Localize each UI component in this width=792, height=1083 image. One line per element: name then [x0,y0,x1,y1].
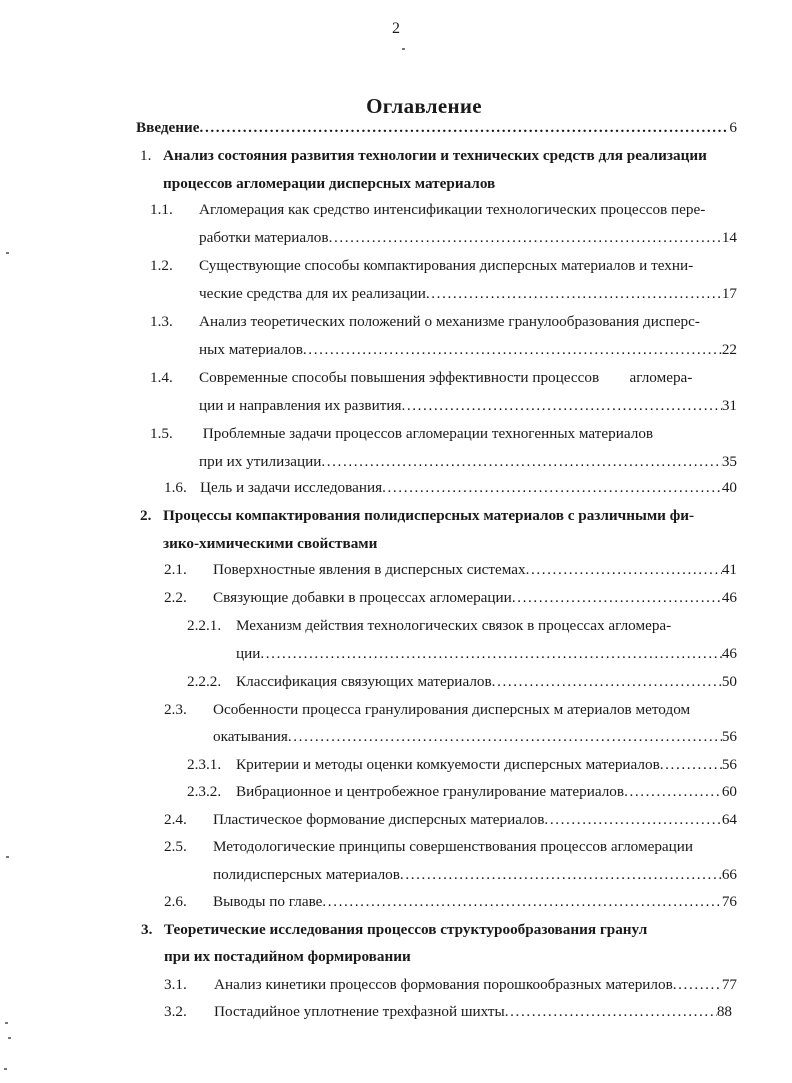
subsection-number: 2.3.1. [187,756,222,773]
toc-entry[interactable]: ных материалов ..... 22 [199,340,737,360]
toc-entry-page: 50 [721,673,737,690]
toc-entry-line[interactable]: Методологические принципы совершенствования процессов агломерации [213,838,694,855]
toc-entry-page: 40 [721,479,737,496]
chapter-title[interactable]: при их постадийном формировании [164,948,411,965]
section-number: 1.2. [150,257,173,274]
toc-entry[interactable]: Постадийное уплотнение трехфазной шихты ..... 88 [214,1002,732,1022]
toc-entry-line[interactable]: Анализ теоретических положений о механизме гранулообразования дисперс- [199,313,700,330]
toc-entry-page: 22 [721,341,737,358]
dot-leader [512,588,722,608]
toc-entry[interactable]: Вибрационное и центробежное гранулирование материалов ..... 60 [236,782,737,802]
stray-mark [4,1068,7,1070]
dot-leader [505,1002,717,1022]
toc-entry-line[interactable]: Современные способы повышения эффективности процессов агломера- [199,369,693,386]
toc-entry[interactable]: Пластическое формование дисперсных материалов ..... 64 [213,810,737,830]
toc-entry[interactable]: ческие средства для их реализации ..... 17 [199,284,737,304]
section-number: 1.1. [150,201,173,218]
section-number: 2.2. [164,589,187,606]
section-number: 3.2. [164,1003,187,1020]
dot-leader [200,118,730,138]
chapter-title[interactable]: Теоретические исследования процессов структурообразования гранул [164,921,648,938]
subsection-number: 2.3.2. [187,783,222,800]
section-number: 1.6. [164,479,187,496]
toc-entry-line[interactable]: Агломерация как средство интенсификации технологических процессов пере- [199,201,706,218]
toc-entry[interactable]: Классификация связующих материалов ..... 50 [236,672,737,692]
toc-entry[interactable]: полидисперсных материалов ..... 66 [213,865,737,885]
toc-entry-intro[interactable] [136,118,737,138]
toc-entry-line[interactable]: Механизм действия технологических связок в процессах агломера- [236,617,672,634]
chapter-number: 2. [140,507,152,524]
toc-entry-page: 60 [721,783,737,800]
section-number: 1.4. [150,369,173,386]
dot-leader [544,810,721,830]
stray-mark [6,856,9,858]
dot-leader [660,755,722,775]
toc-entry-page: 17 [721,285,737,302]
dot-leader [329,228,722,248]
toc-entry-page: 46 [721,589,737,606]
dot-leader [322,892,721,912]
toc-entry-line[interactable]: Особенности процесса гранулирования дисперсных м атериалов методом [213,701,691,718]
toc-entry-page: 31 [721,397,737,414]
toc-entry-page: 66 [721,866,737,883]
section-number: 2.4. [164,811,187,828]
toc-entry[interactable]: ции ..... 46 [236,644,737,664]
dot-leader [624,782,722,802]
section-number: 1.3. [150,313,173,330]
subsection-number: 2.2.1. [187,617,222,634]
dot-leader [673,975,722,995]
toc-entry-page: 64 [721,811,737,828]
dot-leader [303,340,722,360]
toc-entry-page: 77 [721,976,737,993]
section-number: 2.1. [164,561,187,578]
section-number: 2.5. [164,838,187,855]
chapter-title[interactable]: процессов агломерации дисперсных материалов [163,175,496,192]
dot-leader [401,396,721,416]
toc-entry-page: 76 [721,893,737,910]
dot-leader [260,644,721,664]
stray-mark [5,1022,8,1024]
toc-entry-page: 88 [716,1003,732,1020]
toc-entry[interactable]: Связующие добавки в процессах агломерации ..... 46 [213,588,737,608]
toc-entry[interactable]: при их утилизации ..... 35 [199,452,737,472]
toc-entry[interactable]: Анализ кинетики процессов формования порошкообразных материлов ..... 77 [214,975,737,995]
chapter-title[interactable]: Анализ состояния развития технологии и технических средств для реализации [163,147,707,164]
chapter-number: 3. [141,921,153,938]
toc-entry[interactable]: работки материалов ..... 14 [199,228,737,248]
toc-entry-page: 41 [721,561,737,578]
toc-entry-page: 14 [721,229,737,246]
toc-entry-page: 56 [721,728,737,745]
section-number: 2.3. [164,701,187,718]
dot-leader [526,560,722,580]
page-title: Оглавление [366,94,482,118]
toc-entry-page: 35 [721,453,737,470]
subsection-number: 2.2.2. [187,673,222,690]
toc-entry[interactable]: Цель и задачи исследования ..... 40 [200,478,737,498]
toc-entry-line[interactable]: Проблемные задачи процессов агломерации техногенных материалов [199,425,654,442]
dot-leader [492,672,722,692]
toc-entry[interactable]: Поверхностные явления в дисперсных системах ..... 41 [213,560,737,580]
dot-leader [321,452,721,472]
toc-entry[interactable]: Критерии и методы оценки комкуемости дисперсных материалов ..... 56 [236,755,737,775]
stray-mark [6,252,9,254]
toc-entry[interactable]: Выводы по главе ..... 76 [213,892,737,912]
dot-leader [400,865,722,885]
dot-leader [288,727,722,747]
toc-entry-page: 56 [721,756,737,773]
chapter-number: 1. [140,147,152,164]
toc-entry[interactable]: окатывания ..... 56 [213,727,737,747]
section-number: 2.6. [164,893,187,910]
chapter-title[interactable]: Процессы компактирования полидисперсных материалов с различными фи- [163,507,695,524]
stray-mark [8,1037,11,1039]
dot-leader [382,478,722,498]
toc-entry[interactable]: ции и направления их развития ..... 31 [199,396,737,416]
page-number: 2 [392,20,400,37]
section-number: 3.1. [164,976,187,993]
toc-entry-label: Введение [136,119,200,136]
toc-entry-page: 6 [729,119,737,136]
chapter-title[interactable]: зико-химическими свойствами [163,535,378,552]
stray-mark [402,48,405,50]
toc-entry-page: 46 [721,645,737,662]
toc-entry-line[interactable]: Существующие способы компактирования дисперсных материалов и техни- [199,257,694,274]
dot-leader [426,284,722,304]
section-number: 1.5. [150,425,173,442]
